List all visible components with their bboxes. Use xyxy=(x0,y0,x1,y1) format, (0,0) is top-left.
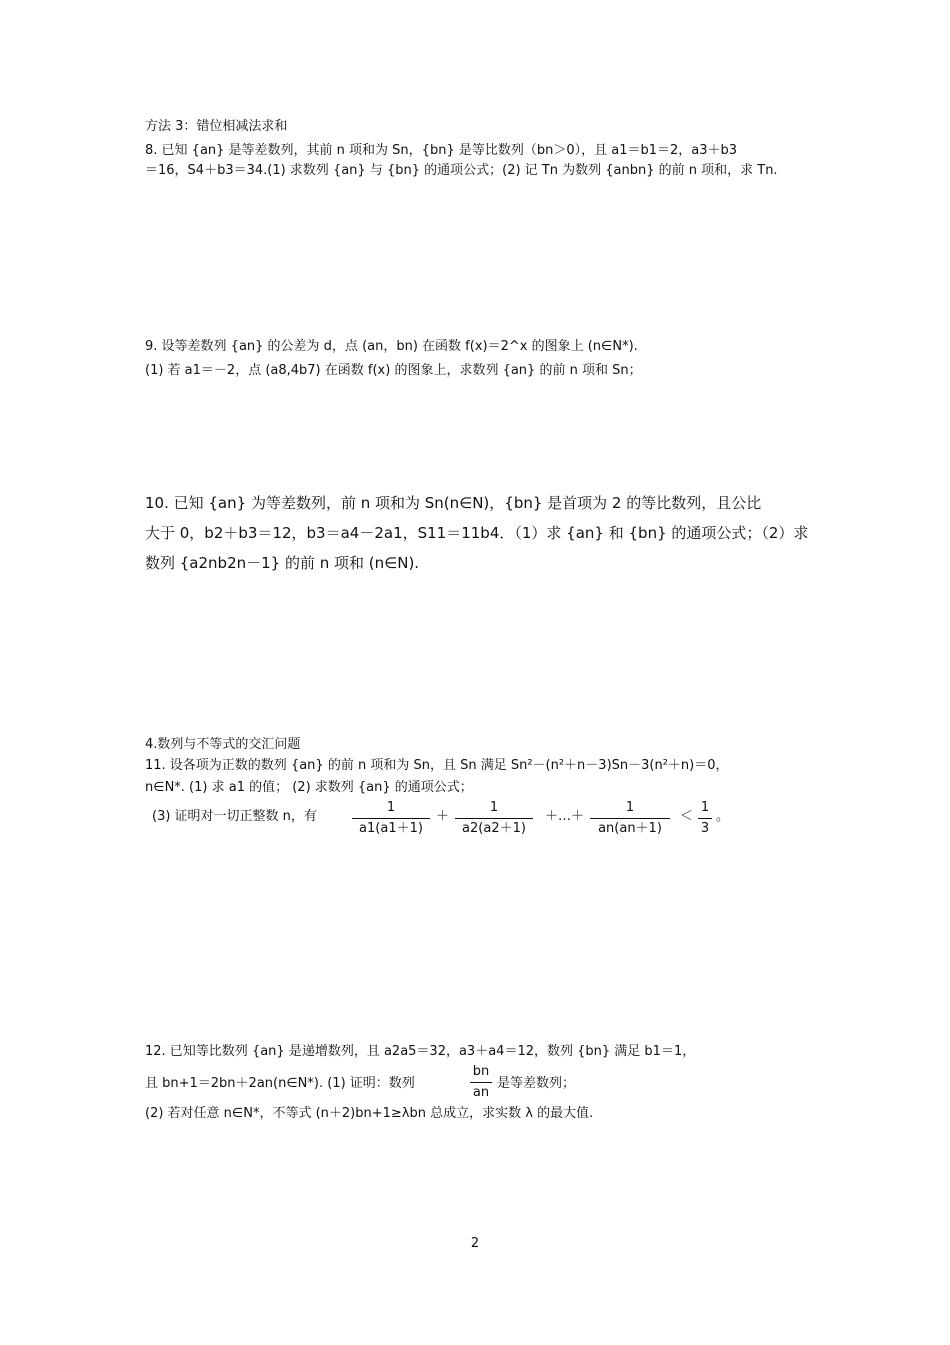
problem-9-line-1: 9. 设等差数列 {an} 的公差为 d，点 (an，bn) 在函数 f(x)＝2^x 的图象上 (n∈N*). xyxy=(145,339,638,354)
fraction-bn-over-an xyxy=(470,1064,492,1101)
fraction-rhs xyxy=(698,800,712,837)
fraction-1-denominator: a1(a1＋1) xyxy=(359,821,423,836)
problem-11-line-3-prefix: (3) 证明对一切正整数 n，有 xyxy=(152,809,317,824)
problem-12-line-2a: 且 bn+1＝2bn＋2an(n∈N*). (1) 证明：数列 xyxy=(145,1076,415,1091)
bn-numerator: bn xyxy=(472,1064,490,1079)
problem-12-line-3: (2) 若对任意 n∈N*，不等式 (n＋2)bn+1≥λbn 总成立，求实数 λ 的最大值. xyxy=(145,1106,594,1121)
section-heading-inequalities: 4.数列与不等式的交汇问题 xyxy=(145,737,301,752)
problem-12-line-1: 12. 已知等比数列 {an} 是递增数列，且 a2a5＝32，a3＋a4＝12，数列 {bn} 满足 b1＝1， xyxy=(145,1044,696,1059)
problem-11-line-2: n∈N*. (1) 求 a1 的值； (2) 求数列 {an} 的通项公式； xyxy=(145,780,473,795)
problem-11-line-1: 11. 设各项为正数的数列 {an} 的前 n 项和为 Sn，且 Sn 满足 Sn²－(n²＋n－3)Sn－3(n²＋n)＝0， xyxy=(145,758,729,773)
problem-10-line-2: 大于 0，b2＋b3＝12，b3＝a4－2a1，S11＝11b4．（1）求 {an} 和 {bn} 的通项公式；（2）求 xyxy=(145,524,809,542)
bn-an-bar xyxy=(470,1082,492,1083)
fraction-1-bar xyxy=(352,818,430,819)
period-mark: 。 xyxy=(716,809,730,824)
problem-8-line-2: ＝16，S4＋b3＝34.(1) 求数列 {an} 与 {bn} 的通项公式；(2) 记 Tn 为数列 {anbn} 的前 n 项和，求 Tn. xyxy=(145,163,778,178)
fraction-term-2 xyxy=(455,800,533,837)
fraction-2-numerator: 1 xyxy=(489,800,499,815)
problem-8-line-1: 8. 已知 {an} 是等差数列，其前 n 项和为 Sn，{bn} 是等比数列（bn＞0），且 a1＝b1＝2，a3＋b3 xyxy=(145,143,738,158)
fraction-term-1 xyxy=(352,800,430,837)
fraction-term-n xyxy=(590,800,670,837)
section-heading-method3: 方法 3：错位相减法求和 xyxy=(145,119,288,134)
rhs-bar xyxy=(698,818,712,819)
fraction-n-numerator: 1 xyxy=(625,800,635,815)
plus-sign: ＋ xyxy=(436,809,450,824)
problem-10-line-3: 数列 {a2nb2n－1} 的前 n 项和 (n∈N). xyxy=(145,554,420,572)
less-than-sign: ＜ xyxy=(680,809,694,824)
rhs-denominator: 3 xyxy=(700,821,710,836)
page-number: 2 xyxy=(470,1236,480,1251)
problem-12-line-2b: 是等差数列； xyxy=(497,1076,576,1091)
problem-9-line-2: (1) 若 a1＝－2，点 (a8,4b7) 在函数 f(x) 的图象上，求数列 {an} 的前 n 项和 Sn； xyxy=(145,363,642,378)
fraction-n-bar xyxy=(590,818,670,819)
fraction-2-bar xyxy=(455,818,533,819)
fraction-1-numerator: 1 xyxy=(386,800,396,815)
fraction-n-denominator: an(an＋1) xyxy=(598,821,662,836)
an-denominator: an xyxy=(472,1085,490,1100)
rhs-numerator: 1 xyxy=(700,800,710,815)
ellipsis-sum: ＋…＋ xyxy=(545,809,585,824)
fraction-2-denominator: a2(a2＋1) xyxy=(462,821,526,836)
problem-10-line-1: 10. 已知 {an} 为等差数列，前 n 项和为 Sn(n∈N)，{bn} 是首项为 2 的等比数列，且公比 xyxy=(145,494,762,512)
